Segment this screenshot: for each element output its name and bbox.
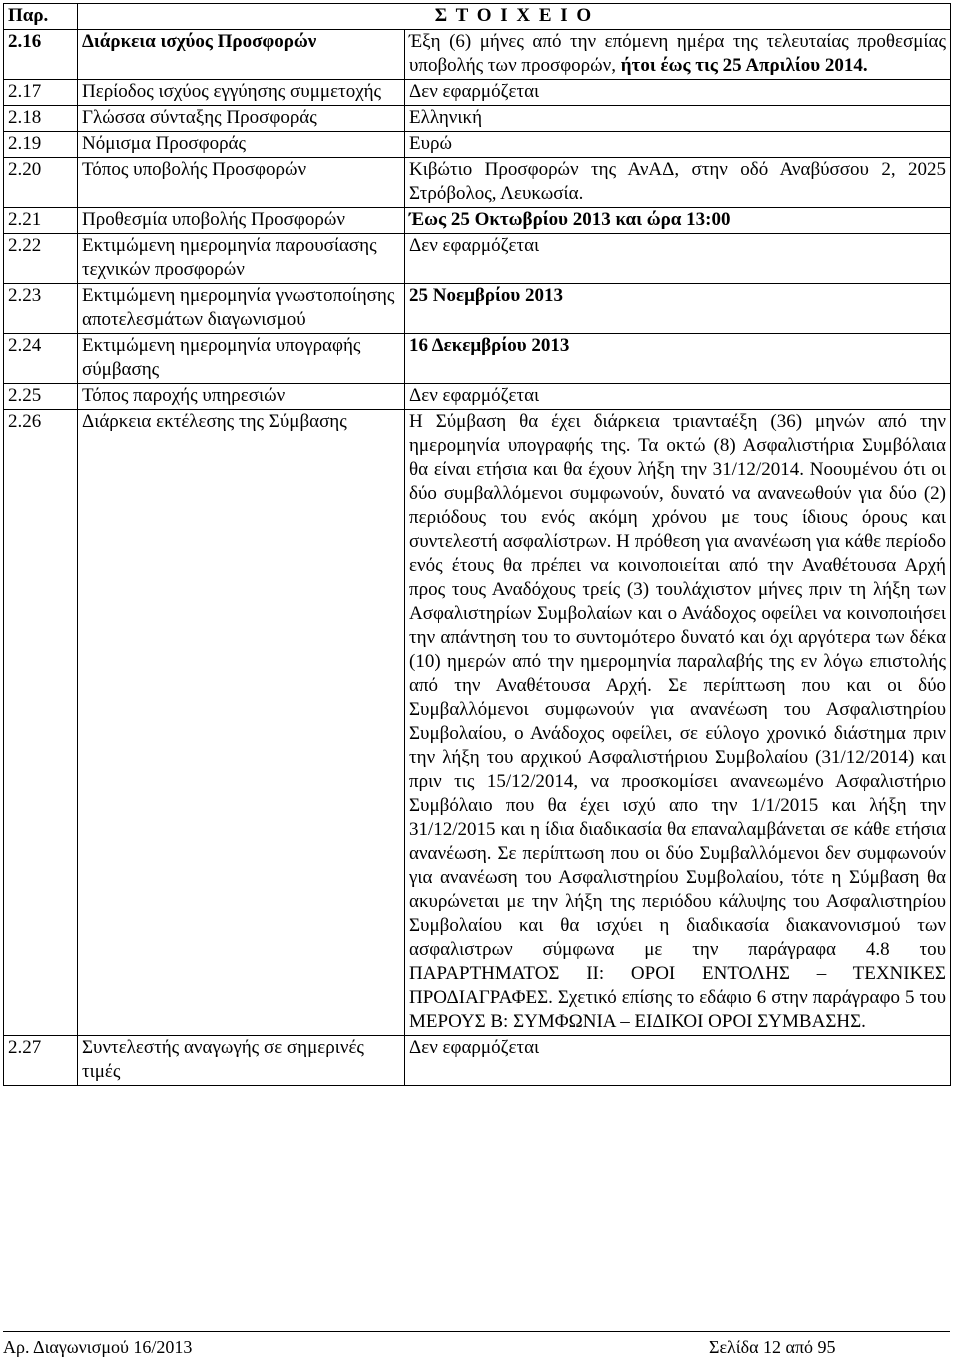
table-row — [4, 30, 951, 80]
row-label: Εκτιμώμενη ημερομηνία παρουσίασης τεχνικών προσφορών — [78, 234, 405, 284]
header-num: Παρ. — [4, 4, 78, 30]
row-num: 2.21 — [4, 208, 78, 234]
row-label: Συντελεστής αναγωγής σε σημερινές τιμές — [78, 1036, 405, 1086]
row-value: Δεν εφαρμόζεται — [405, 80, 951, 106]
row-label: Τόπος υποβολής Προσφορών — [78, 158, 405, 208]
row-num: 2.23 — [4, 284, 78, 334]
tender-number: Αρ. Διαγωνισμού 16/2013 — [3, 1337, 193, 1357]
row-value: Δεν εφαρμόζεται — [405, 1036, 951, 1086]
row-value: Ευρώ — [405, 132, 951, 158]
row-value: Κιβώτιο Προσφορών της ΑνΑΔ, στην οδό Αναβύσσου 2, 2025 Στρόβολος, Λευκωσία. — [405, 158, 951, 208]
specification-table — [3, 3, 951, 1086]
row-num: 2.24 — [4, 334, 78, 384]
row-value: Η Σύμβαση θα έχει διάρκεια τριανταέξη (36) μηνών από την ημερομηνία υπογραφής της. Τα οκτώ (8) Ασφαλιστήρια Συμβόλαια θα είναι ετήσια και θα έχουν λήξη την 31/12/2014. Νοουμένου ότι οι δύο συμβαλλόμενοι συμφωνούν, δυνατό να ανανεωθούν για δύο (2) περιόδους του ενός ακόμη χρόνου με τους ίδιους όρους και συντελεστή ασφαλίστρων. Η πρόθεση για ανανέωση για κάθε περίοδο ενός έτους θα πρέπει να κοινοποιείται από την Αναθέτουσα Αρχή προς τους Αναδόχους τρείς (3) τουλάχιστον μήνες πριν τη λήξη των Ασφαλιστηρίων Συμβολαίων και ο Ανάδοχος οφείλει να κοινοποιήσει την απάντηση του το συντομότερο δυνατό και όχι αργότερα των δέκα (10) ημερών από την ημερομηνία παραλαβής της εν λόγω επιστολής από την Αναθέτουσα Αρχή. Σε περίπτωση που και οι δύο Συμβαλλόμενοι συμφωνούν για ανανέωση του Ασφαλιστηρίου Συμβολαίου, ο Ανάδοχος οφείλει, σε εύλογο χρονικό διάστημα πριν την λήξη του αρχικού Ασφαλιστήριου Συμβολαίου (31/12/2014) και πριν τις 15/12/2014, να προσκομίσει ανανεωμένο Ασφαλιστήριο Συμβόλαιο που θα έχει ισχύ απο την 1/1/2015 και λήξη την 31/12/2015 και η ίδια διαδικασία θα επαναλαμβάνεται σε κάθε ετήσια ανανέωση. Σε περίπτωση που οι δύο Συμβαλλόμενοι δεν συμφωνούν για ανανέωση του Ασφαλιστηρίου Συμβολαίου, τότε η Σύμβαση θα ακυρώνεται με την λήξη της περιόδου κάλυψης του Ασφαλιστηρίου Συμβολαίου και θα ισχύει η διαδικασία διακανονισμού των ασφαλιστρων σύμφωνα με την παράγραφα 4.8 του ΠΑΡΑΡΤΗΜΑΤΟΣ ΙΙ: ΟΡΟΙ ΕΝΤΟΛΗΣ – ΤΕΧΝΙΚΕΣ ΠΡΟΔΙΑΓΡΑΦΕΣ. Σχετικό επίσης το εδάφιο 6 στην παράγραφο 5 του ΜΕΡΟΥΣ Β: ΣΥΜΦΩΝΙΑ – ΕΙΔΙΚΟΙ ΟΡΟΙ ΣΥΜΒΑΣΗΣ. — [405, 410, 951, 1036]
table-row — [4, 106, 951, 132]
row-num: 2.27 — [4, 1036, 78, 1086]
table-row — [4, 234, 951, 284]
table-header-row — [4, 4, 951, 30]
row-label: Διάρκεια εκτέλεσης της Σύμβασης — [78, 410, 405, 1036]
table-row — [4, 132, 951, 158]
row-label: Διάρκεια ισχύος Προσφορών — [78, 30, 405, 80]
row-num: 2.19 — [4, 132, 78, 158]
row-label: Εκτιμώμενη ημερομηνία γνωστοποίησης αποτελεσμάτων διαγωνισμού — [78, 284, 405, 334]
row-label: Προθεσμία υποβολής Προσφορών — [78, 208, 405, 234]
row-label: Εκτιμώμενη ημερομηνία υπογραφής σύμβασης — [78, 334, 405, 384]
row-num: 2.17 — [4, 80, 78, 106]
row-num: 2.26 — [4, 410, 78, 1036]
row-label: Νόμισμα Προσφοράς — [78, 132, 405, 158]
page-number: Σελίδα 12 από 95 — [709, 1337, 836, 1357]
page-footer — [3, 1331, 950, 1357]
row-value: 25 Νοεμβρίου 2013 — [405, 284, 951, 334]
row-value: Έως 25 Οκτωβρίου 2013 και ώρα 13:00 — [405, 208, 951, 234]
table-row — [4, 410, 951, 1036]
row-value: Δεν εφαρμόζεται — [405, 234, 951, 284]
row-label: Τόπος παροχής υπηρεσιών — [78, 384, 405, 410]
row-value: 16 Δεκεμβρίου 2013 — [405, 334, 951, 384]
table-row — [4, 284, 951, 334]
table-row — [4, 334, 951, 384]
row-value: Ελληνική — [405, 106, 951, 132]
table-row — [4, 384, 951, 410]
row-num: 2.18 — [4, 106, 78, 132]
table-row — [4, 158, 951, 208]
row-value: Δεν εφαρμόζεται — [405, 384, 951, 410]
row-label: Γλώσσα σύνταξης Προσφοράς — [78, 106, 405, 132]
row-num: 2.25 — [4, 384, 78, 410]
table-row — [4, 1036, 951, 1086]
row-num: 2.22 — [4, 234, 78, 284]
row-num: 2.20 — [4, 158, 78, 208]
header-item: Σ Τ Ο Ι Χ Ε Ι Ο — [78, 4, 951, 30]
row-num: 2.16 — [4, 30, 78, 80]
row-value: Έξη (6) μήνες από την επόμενη ημέρα της τελευταίας προθεσμίας υποβολής των προσφορών, ήτοι έως τις 25 Απριλίου 2014. — [405, 30, 951, 80]
table-row — [4, 208, 951, 234]
table-row — [4, 80, 951, 106]
row-label: Περίοδος ισχύος εγγύησης συμμετοχής — [78, 80, 405, 106]
